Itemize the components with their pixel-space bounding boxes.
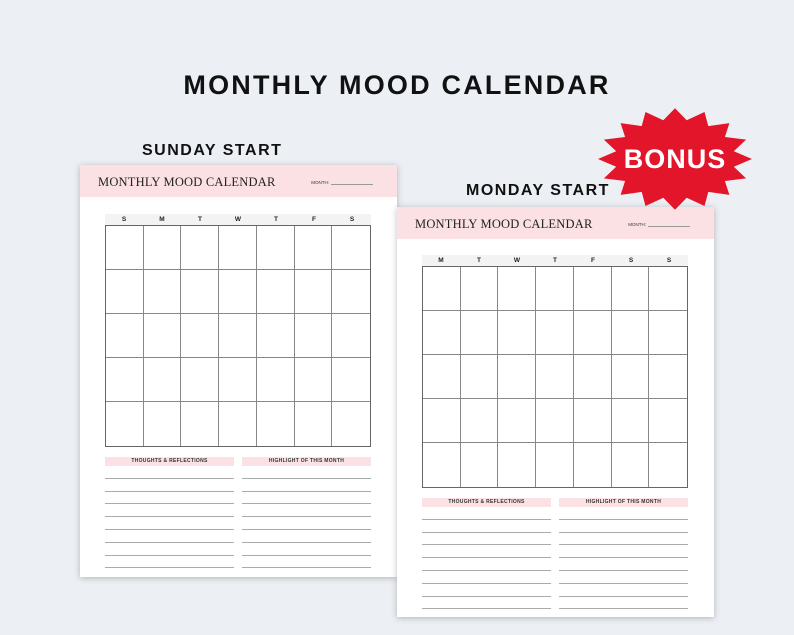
calendar-cell (498, 311, 536, 355)
month-label: MONTH: (628, 222, 646, 227)
thoughts-box (422, 498, 551, 609)
calendar-cell (498, 399, 536, 443)
sheet-title: MONTHLY MOOD CALENDAR (98, 175, 276, 189)
calendar-cell (423, 443, 461, 487)
month-field (311, 180, 373, 185)
note-line (242, 517, 371, 530)
weekday-header (422, 255, 688, 266)
page-title: MONTHLY MOOD CALENDAR (183, 70, 611, 100)
note-line (422, 584, 551, 597)
month-line (648, 226, 690, 227)
calendar-cell (332, 226, 370, 270)
note-line (105, 466, 234, 479)
calendar-cell (332, 402, 370, 446)
note-line (422, 533, 551, 546)
note-line (422, 545, 551, 558)
weekday: T (477, 257, 481, 264)
calendar-cell (649, 355, 687, 399)
note-line (242, 479, 371, 492)
calendar-cell (423, 355, 461, 399)
calendar-cell (219, 358, 257, 402)
calendar-cell (461, 399, 499, 443)
note-line (559, 520, 688, 533)
calendar-cell (257, 358, 295, 402)
calendar-cell (181, 402, 219, 446)
calendar-cell (423, 399, 461, 443)
note-line (559, 584, 688, 597)
calendar-cell (612, 311, 650, 355)
highlight-box (559, 498, 688, 609)
calendar-cell (144, 402, 182, 446)
calendar-cell (106, 402, 144, 446)
weekday: T (274, 216, 278, 223)
highlight-heading: HIGHLIGHT OF THIS MONTH (559, 498, 688, 507)
weekday: T (198, 216, 202, 223)
calendar-cell (423, 267, 461, 311)
calendar-cell (649, 311, 687, 355)
sunday-start-label: SUNDAY START (142, 142, 283, 159)
calendar-cell (106, 314, 144, 358)
note-line (422, 558, 551, 571)
calendar-cell (536, 399, 574, 443)
note-lines (242, 466, 371, 568)
calendar-cell (574, 311, 612, 355)
calendar-cell (181, 226, 219, 270)
thoughts-heading: THOUGHTS & REFLECTIONS (105, 457, 234, 466)
weekday: W (513, 257, 521, 264)
weekday: T (553, 257, 557, 264)
weekday: W (234, 216, 242, 223)
highlight-heading: HIGHLIGHT OF THIS MONTH (242, 457, 371, 466)
note-line (105, 517, 234, 530)
note-line (559, 545, 688, 558)
note-lines (559, 507, 688, 609)
calendar-cell (649, 443, 687, 487)
note-line (242, 492, 371, 505)
calendar-cell (106, 226, 144, 270)
calendar-cell (649, 267, 687, 311)
sheet-title: MONTHLY MOOD CALENDAR (415, 217, 593, 231)
calendar-cell (536, 355, 574, 399)
note-line (559, 571, 688, 584)
calendar-cell (574, 355, 612, 399)
note-line (559, 533, 688, 546)
month-line (331, 184, 373, 185)
note-line (559, 507, 688, 520)
note-line (242, 543, 371, 556)
note-line (422, 571, 551, 584)
weekday: F (312, 216, 316, 223)
note-lines (105, 466, 234, 568)
note-line (422, 507, 551, 520)
note-line (242, 530, 371, 543)
calendar-cell (574, 443, 612, 487)
calendar-cell (219, 314, 257, 358)
calendar-grid (422, 266, 688, 488)
calendar-cell (257, 314, 295, 358)
calendar-cell (106, 358, 144, 402)
calendar-cell (181, 270, 219, 314)
weekday: M (438, 257, 444, 264)
note-line (105, 556, 234, 569)
calendar-cell (423, 311, 461, 355)
calendar-cell (498, 355, 536, 399)
note-lines (422, 507, 551, 609)
calendar-cell (219, 226, 257, 270)
weekday-header (105, 214, 371, 225)
calendar-cell (144, 314, 182, 358)
calendar-cell (332, 358, 370, 402)
note-line (422, 597, 551, 610)
note-line (422, 520, 551, 533)
note-line (105, 543, 234, 556)
calendar-cell (106, 270, 144, 314)
calendar-cell (461, 443, 499, 487)
calendar-cell (612, 443, 650, 487)
thoughts-heading: THOUGHTS & REFLECTIONS (422, 498, 551, 507)
note-line (559, 597, 688, 610)
calendar-cell (536, 267, 574, 311)
weekday: F (591, 257, 595, 264)
bonus-text: BONUS (623, 143, 727, 174)
calendar-cell (295, 226, 333, 270)
calendar-cell (612, 355, 650, 399)
calendar-cell (295, 358, 333, 402)
calendar-cell (461, 267, 499, 311)
calendar-cell (257, 402, 295, 446)
note-line (242, 466, 371, 479)
note-line (242, 556, 371, 569)
calendar-cell (295, 402, 333, 446)
calendar-cell (612, 399, 650, 443)
calendar-cell (574, 399, 612, 443)
weekday: M (159, 216, 165, 223)
sunday-start-sheet (80, 165, 397, 577)
calendar-cell (461, 355, 499, 399)
note-line (559, 558, 688, 571)
calendar-cell (498, 443, 536, 487)
highlight-box (242, 457, 371, 568)
calendar-cell (332, 314, 370, 358)
month-field (628, 222, 690, 227)
calendar-cell (181, 314, 219, 358)
bonus-badge (597, 107, 753, 211)
calendar-cell (257, 270, 295, 314)
weekday: S (628, 257, 634, 264)
month-label: MONTH: (311, 180, 329, 185)
calendar-cell (219, 270, 257, 314)
note-line (105, 492, 234, 505)
note-line (242, 504, 371, 517)
note-line (105, 479, 234, 492)
calendar-cell (144, 226, 182, 270)
monday-start-label: MONDAY START (466, 182, 610, 199)
calendar-cell (498, 267, 536, 311)
monday-start-sheet (397, 207, 714, 617)
calendar-cell (332, 270, 370, 314)
calendar-cell (612, 267, 650, 311)
calendar-cell (649, 399, 687, 443)
note-line (105, 504, 234, 517)
calendar-cell (144, 270, 182, 314)
calendar-cell (574, 267, 612, 311)
calendar-cell (219, 402, 257, 446)
weekday: S (349, 216, 355, 223)
weekday: S (666, 257, 672, 264)
calendar-cell (536, 311, 574, 355)
calendar-cell (295, 314, 333, 358)
calendar-cell (181, 358, 219, 402)
thoughts-box (105, 457, 234, 568)
calendar-cell (144, 358, 182, 402)
note-line (105, 530, 234, 543)
calendar-cell (461, 311, 499, 355)
weekday: S (121, 216, 127, 223)
calendar-grid (105, 225, 371, 447)
calendar-cell (536, 443, 574, 487)
calendar-cell (257, 226, 295, 270)
calendar-cell (295, 270, 333, 314)
